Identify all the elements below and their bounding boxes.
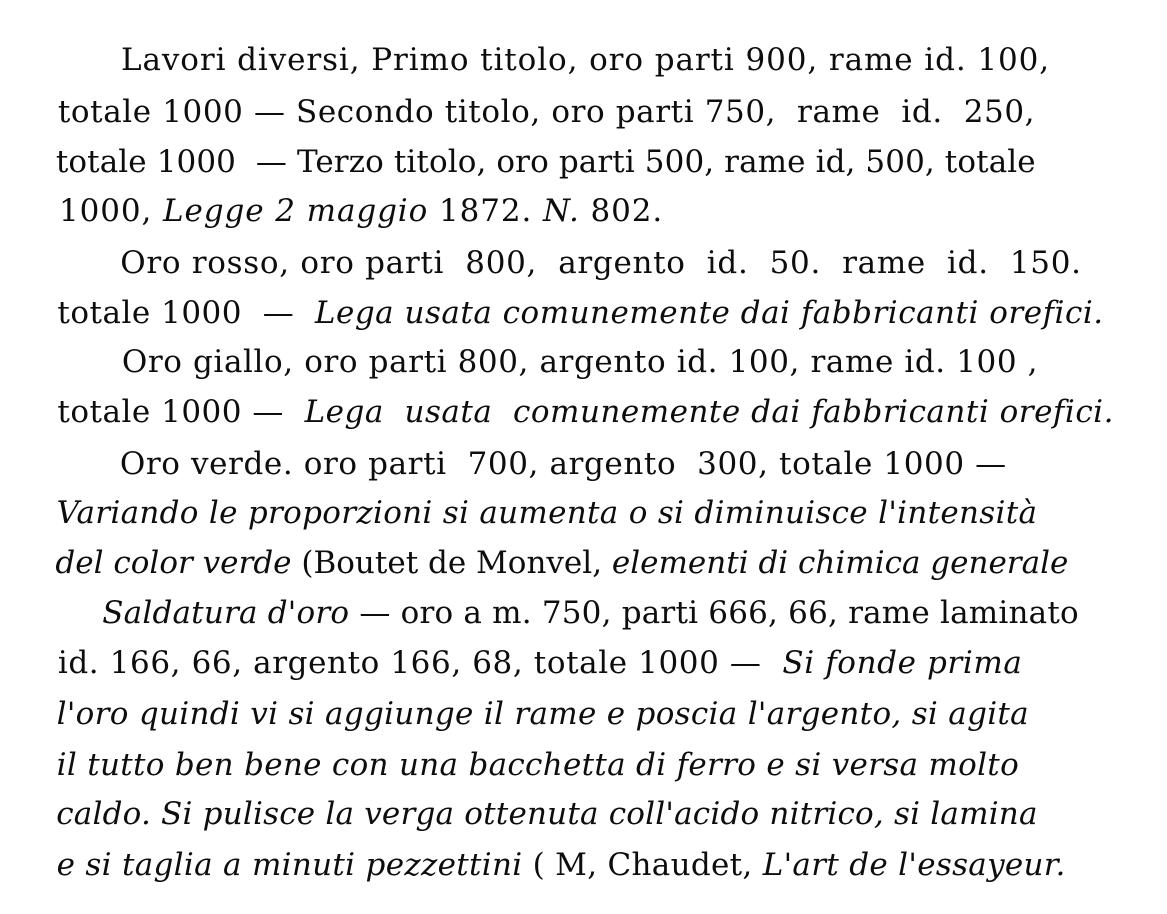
text-segment: ( M, Chaudet,	[522, 847, 763, 883]
text-segment: Oro verde. oro parti 700, argento 300, totale 1000 —	[119, 446, 1007, 482]
text-segment-italic: Si fonde prima	[782, 645, 1023, 681]
text-segment: Oro rosso, oro parti 800, argento id. 50. rame id. 150.	[120, 245, 1082, 281]
text-segment-italic: il tutto ben bene con una bacchetta di ferro e si versa molto	[56, 747, 1020, 783]
text-segment: — oro a m. 750, parti 666, 66, rame laminato	[349, 595, 1079, 631]
text-segment-italic: N.	[542, 193, 580, 229]
text-segment-italic: e si taglia a minuti pezzettini	[56, 847, 523, 883]
text-segment-italic: l'oro quindi vi si aggiunge il rame e poscia l'argento, si agita	[56, 696, 1029, 732]
text-segment-italic: Legge 2 maggio	[163, 193, 429, 229]
text-segment-italic: L'art de l'essayeur.	[762, 847, 1066, 883]
text-segment-italic: del color verde	[55, 545, 292, 581]
text-segment: Oro giallo, oro parti 800, argento id. 100, rame id. 100 ,	[121, 344, 1039, 380]
text-segment-italic: elementi di chimica generale	[611, 545, 1069, 581]
text-segment-italic: caldo. Si pulisce la verga ottenuta coll'acido nitrico, si lamina	[56, 796, 1038, 832]
text-segment: totale 1000 —	[57, 394, 305, 430]
text-segment: Lavori diversi, Primo titolo, oro parti 900, rame id. 100,	[121, 42, 1050, 78]
text-segment: id. 166, 66, argento 166, 68, totale 1000 —	[57, 645, 783, 681]
text-line-17	[16, 819, 1066, 912]
text-segment: totale 1000 — Terzo titolo, oro parti 500, rame id, 500, totale	[55, 144, 1036, 180]
text-segment-italic: Variando le proporzioni si aumenta o si diminuisce l'intensità	[56, 495, 1038, 531]
text-segment: 1000,	[59, 193, 164, 229]
text-segment-italic: Saldatura d'oro	[102, 595, 350, 631]
text-segment-italic: Lega usata comunemente dai fabbricanti orefici.	[304, 394, 1114, 430]
text-segment: 1872.	[428, 193, 543, 229]
text-segment-italic: Lega usata comunemente dai fabbricanti orefici.	[314, 295, 1104, 331]
text-segment: totale 1000 — Secondo titolo, oro parti 750, rame id. 250,	[57, 94, 1036, 130]
text-segment: totale 1000 —	[57, 295, 315, 331]
text-segment: (Boutet de Monvel,	[291, 545, 612, 581]
text-segment: 802.	[579, 193, 664, 229]
